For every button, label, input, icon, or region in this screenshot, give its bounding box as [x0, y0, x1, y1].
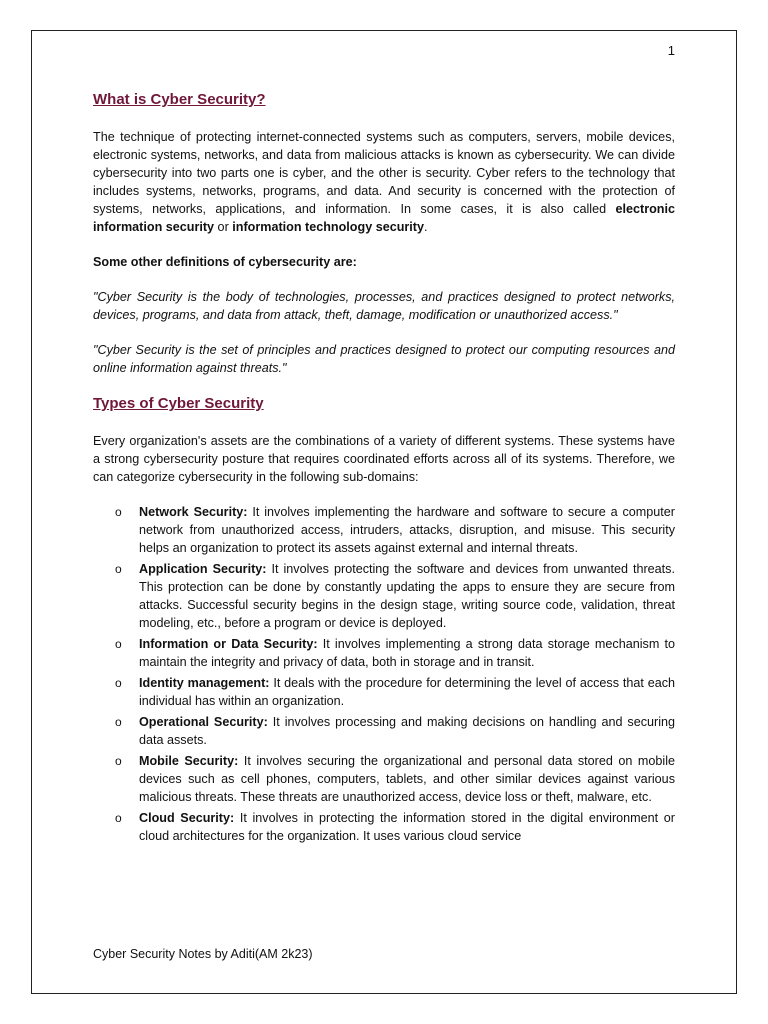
bullet-circle-icon: o [115, 505, 122, 519]
list-item-text: It involves protecting the software and devices from unwanted threats. This protection can be done by constantly updating the apps to ensure they are secure from attacks. Successful security begins in the design stage, writing source code, validation, threat modeling, etc., before a program or device is deployed. [139, 562, 675, 630]
footer-text: Cyber Security Notes by Aditi(AM 2k23) [93, 947, 313, 961]
bullet-circle-icon: o [115, 754, 122, 768]
list-item [93, 674, 675, 710]
list-item [93, 713, 675, 749]
list-item [93, 752, 675, 806]
list-item [93, 503, 675, 557]
quote-1: "Cyber Security is the body of technologies, processes, and practices designed to protect networks, devices, programs, and data from attack, theft, damage, modification or unauthorized access." [93, 290, 675, 322]
list-item-text: It involves securing the organizational and personal data stored on mobile devices such as cell phones, computers, tablets, and other similar devices against various malicious threats. These threats are unauthorized access, device loss or theft, malware, etc. [139, 754, 675, 804]
quote-2: "Cyber Security is the set of principles and practices designed to protect our computing resources and online information against threats." [93, 343, 675, 375]
heading-what-is-cyber-security: What is Cyber Security? [93, 91, 266, 108]
document-body [93, 90, 675, 848]
list-item [93, 635, 675, 671]
bullet-circle-icon: o [115, 811, 122, 825]
list-item-term: Operational Security: [139, 715, 268, 729]
list-item-text: It involves implementing the hardware and software to secure a computer network from unauthorized access, intruders, attacks, disruption, and misuse. This security helps an organization to protect its assets against external and internal threats. [139, 505, 675, 555]
list-item [93, 560, 675, 632]
types-list [93, 503, 675, 845]
paragraph-period: . [424, 220, 428, 234]
list-item-text: It involves implementing a strong data storage mechanism to maintain the integrity and privacy of data, both in storage and in transit. [139, 637, 675, 669]
bullet-circle-icon: o [115, 637, 122, 651]
list-item-term: Information or Data Security: [139, 637, 318, 651]
list-item-term: Application Security: [139, 562, 267, 576]
list-item-term: Cloud Security: [139, 811, 235, 825]
list-item-text: It deals with the procedure for determining the level of access that each individual has within an organization. [139, 676, 676, 708]
list-item-text: It involves processing and making decisions on handling and securing data assets. [139, 715, 676, 747]
list-item-term: Mobile Security: [139, 754, 239, 768]
bullet-circle-icon: o [115, 715, 122, 729]
list-item-text: It involves in protecting the information stored in the digital environment or cloud architectures for the organization. It uses various cloud service [139, 811, 675, 843]
page-number: 1 [667, 43, 675, 58]
list-item-term: Identity management: [139, 676, 270, 690]
heading-types-of-cyber-security: Types of Cyber Security [93, 395, 264, 412]
definitions-heading: Some other definitions of cybersecurity are: [93, 255, 357, 269]
bold-information-technology-security: information technology security [232, 220, 424, 234]
list-item-term: Network Security: [139, 505, 248, 519]
bullet-circle-icon: o [115, 676, 122, 690]
paragraph-definition-text: The technique of protecting internet-connected systems such as computers, servers, mobile devices, electronic systems, networks, and data from malicious attacks is known as cybersecurity. We can divide cybersecurity into two parts one is cyber, and the other is security. Cyber refers to the technology that includes systems, networks, programs, and data. And security is concerned with the protection of systems, networks, applications, and information. In some cases, it is also called [93, 130, 675, 216]
types-intro-paragraph: Every organization's assets are the combinations of a variety of different systems. These systems have a strong cybersecurity posture that requires coordinated efforts across all of its systems. Therefore, we can categorize cybersecurity in the following sub-domains: [93, 434, 675, 484]
bold-electronic-information-security: electronic information security [93, 202, 675, 234]
list-item [93, 809, 675, 845]
paragraph-or: or [214, 220, 233, 234]
paragraph-definition [93, 128, 675, 236]
bullet-circle-icon: o [115, 562, 122, 576]
